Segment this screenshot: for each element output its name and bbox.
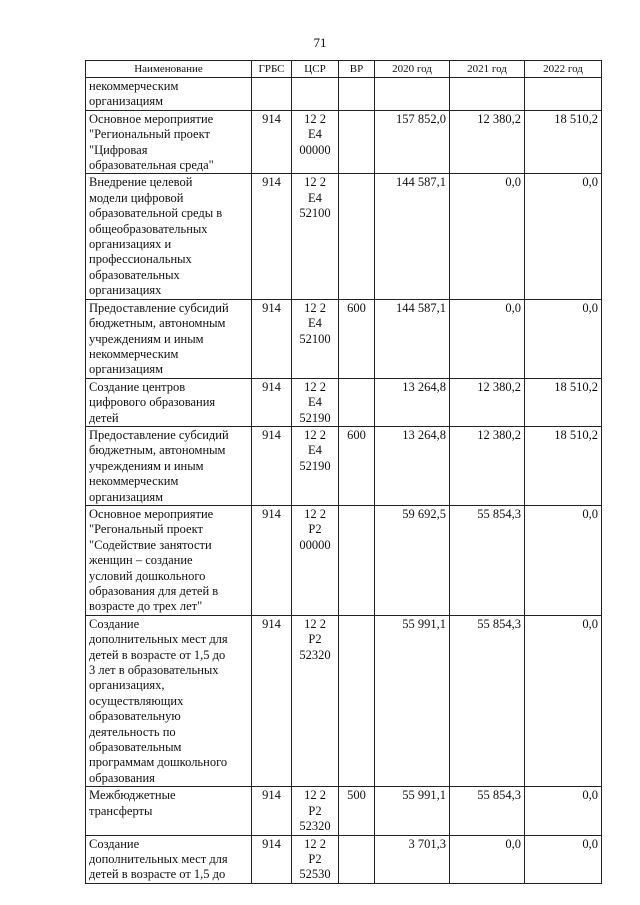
cell-csr: 12 2 E4 52190 [292, 426, 339, 505]
cell-vr [339, 78, 375, 111]
cell-grbs: 914 [252, 299, 292, 378]
cell-name: Внедрение целевой модели цифровой образовательной среды в общеобразовательных организациях и профессиональных образовательных организациях [86, 174, 252, 299]
page-number: 71 [313, 35, 327, 50]
table-row [86, 299, 602, 378]
cell-vr: 600 [339, 426, 375, 505]
cell-2020: 55 991,1 [375, 787, 450, 835]
cell-2020: 13 264,8 [375, 426, 450, 505]
cell-grbs: 914 [252, 174, 292, 299]
cell-vr [339, 110, 375, 174]
cell-grbs: 914 [252, 426, 292, 505]
cell-grbs: 914 [252, 110, 292, 174]
cell-vr [339, 615, 375, 786]
cell-grbs: 914 [252, 505, 292, 615]
cell-2022: 0,0 [525, 787, 602, 835]
table-row [86, 378, 602, 426]
table-header-row [86, 61, 602, 78]
cell-name: некоммерческим организациям [86, 78, 252, 111]
table-row [86, 174, 602, 299]
cell-csr: 12 2 E4 52190 [292, 378, 339, 426]
cell-name: Межбюджетные трансферты [86, 787, 252, 835]
cell-vr [339, 505, 375, 615]
cell-2022: 18 510,2 [525, 110, 602, 174]
cell-2022: 18 510,2 [525, 426, 602, 505]
table-body [86, 78, 602, 884]
cell-name: Основное мероприятие "Региональный проект "Цифровая образовательная среда" [86, 110, 252, 174]
cell-grbs: 914 [252, 378, 292, 426]
cell-grbs [252, 78, 292, 111]
header-name: Наименование [86, 61, 252, 78]
cell-2021: 12 380,2 [450, 110, 525, 174]
cell-2020: 3 701,3 [375, 835, 450, 883]
cell-grbs: 914 [252, 787, 292, 835]
cell-2021: 0,0 [450, 835, 525, 883]
cell-csr: 12 2 E4 52100 [292, 174, 339, 299]
header-2022: 2022 год [525, 61, 602, 78]
cell-name: Предоставление субсидий бюджетным, автономным учреждениям и иным некоммерческим организациям [86, 426, 252, 505]
cell-csr: 12 2 P2 00000 [292, 505, 339, 615]
cell-csr: 12 2 P2 52530 [292, 835, 339, 883]
cell-csr: 12 2 P2 52320 [292, 787, 339, 835]
header-grbs: ГРБС [252, 61, 292, 78]
cell-grbs: 914 [252, 615, 292, 786]
cell-name: Предоставление субсидий бюджетным, автономным учреждениям и иным некоммерческим организациям [86, 299, 252, 378]
cell-2021: 0,0 [450, 174, 525, 299]
cell-name: Основное мероприятие "Регональный проект "Содействие занятости женщин – создание условий дошкольного образования для детей в возрасте до трех лет" [86, 505, 252, 615]
cell-2022: 0,0 [525, 299, 602, 378]
cell-2021: 12 380,2 [450, 378, 525, 426]
table-row [86, 835, 602, 883]
cell-name: Создание дополнительных мест для детей в возрасте от 1,5 до [86, 835, 252, 883]
table-row [86, 505, 602, 615]
table-row [86, 110, 602, 174]
cell-grbs: 914 [252, 835, 292, 883]
cell-2020 [375, 78, 450, 111]
cell-csr: 12 2 E4 52100 [292, 299, 339, 378]
budget-table [85, 60, 602, 884]
header-csr: ЦСР [292, 61, 339, 78]
cell-2021: 55 854,3 [450, 505, 525, 615]
cell-2021: 12 380,2 [450, 426, 525, 505]
cell-2022: 0,0 [525, 174, 602, 299]
cell-2022: 0,0 [525, 835, 602, 883]
header-2020: 2020 год [375, 61, 450, 78]
cell-name: Создание дополнительных мест для детей в возрасте от 1,5 до 3 лет в образовательных организациях, осуществляющих образовательную деятельность по образовательным программам дошкольного образования [86, 615, 252, 786]
cell-2020: 157 852,0 [375, 110, 450, 174]
cell-csr: 12 2 P2 52320 [292, 615, 339, 786]
cell-vr [339, 835, 375, 883]
cell-csr [292, 78, 339, 111]
cell-2020: 55 991,1 [375, 615, 450, 786]
cell-vr: 600 [339, 299, 375, 378]
cell-csr: 12 2 E4 00000 [292, 110, 339, 174]
header-2021: 2021 год [450, 61, 525, 78]
cell-2021 [450, 78, 525, 111]
cell-vr [339, 378, 375, 426]
cell-2021: 0,0 [450, 299, 525, 378]
cell-2021: 55 854,3 [450, 787, 525, 835]
cell-2020: 59 692,5 [375, 505, 450, 615]
cell-vr [339, 174, 375, 299]
table-row [86, 615, 602, 786]
table-row [86, 426, 602, 505]
table-row [86, 787, 602, 835]
cell-name: Создание центров цифрового образования детей [86, 378, 252, 426]
cell-2022: 0,0 [525, 505, 602, 615]
table-row [86, 78, 602, 111]
cell-2020: 13 264,8 [375, 378, 450, 426]
header-vr: ВР [339, 61, 375, 78]
cell-2022 [525, 78, 602, 111]
cell-2022: 0,0 [525, 615, 602, 786]
cell-2022: 18 510,2 [525, 378, 602, 426]
cell-2020: 144 587,1 [375, 299, 450, 378]
cell-2020: 144 587,1 [375, 174, 450, 299]
cell-vr: 500 [339, 787, 375, 835]
cell-2021: 55 854,3 [450, 615, 525, 786]
